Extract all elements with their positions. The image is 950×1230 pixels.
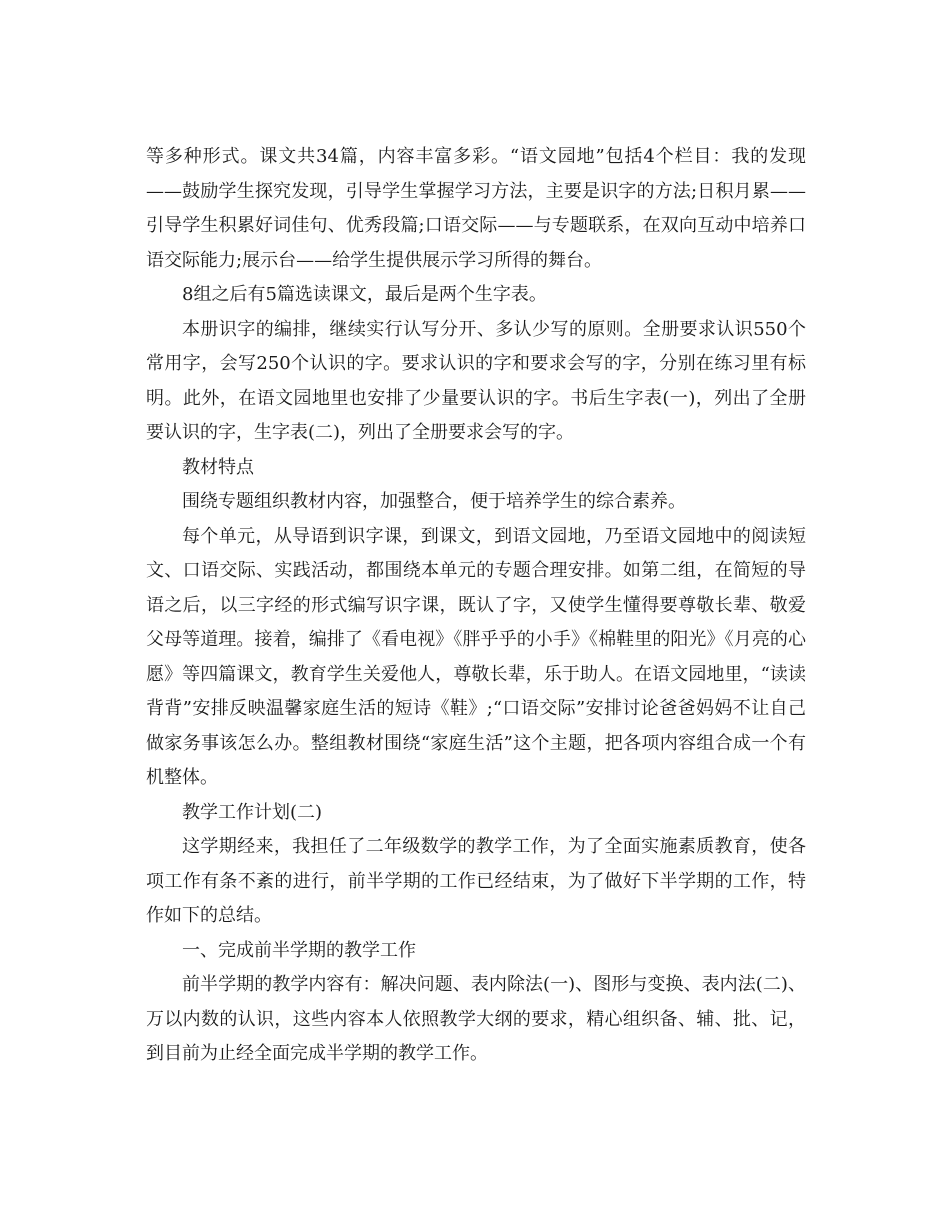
paragraph-1: 等多种形式。课文共34篇，内容丰富多彩。“语文园地”包括4个栏目：我的发现——鼓励学生探究发现，引导学生掌握学习方法，主要是识字的方法;日积月累——引导学生积累好词佳句、优秀段篇;口语交际——与专题联系，在双向互动中培养口语交际能力;展示台——给学生提供展示学习所得的舞台。	[146, 146, 806, 271]
section-heading-teaching-plan-2: 教学工作计划(二)	[182, 801, 323, 823]
document-body	[146, 140, 806, 1072]
paragraph-8: 这学期经来，我担任了二年级数学的教学工作，为了全面实施素质教育，使各项工作有条不紊的进行，前半学期的工作已经结束，为了做好下半学期的工作，特作如下的总结。	[146, 836, 806, 926]
section-heading-first-half: 一、完成前半学期的教学工作	[182, 939, 416, 961]
paragraph-6: 每个单元，从导语到识字课，到课文，到语文园地，乃至语文园地中的阅读短文、口语交际、实践活动，都围绕本单元的专题合理安排。如第二组，在简短的导语之后，以三字经的形式编写识字课，既认了字，又使学生懂得要尊敬长辈、敬爱父母等道理。接着，编排了《看电视》《胖乎乎的小手》《棉鞋里的阳光》《月亮的心愿》等四篇课文，教育学生关爱他人，尊敬长辈，乐于助人。在语文园地里，“读读背背”安排反映温馨家庭生活的短诗《鞋》;“口语交际”安排讨论爸爸妈妈不让自己做家务事该怎么办。整组教材围绕“家庭生活”这个主题，把各项内容组合成一个有机整体。	[146, 525, 806, 788]
paragraph-2: 8组之后有5篇选读课文，最后是两个生字表。	[182, 284, 547, 305]
paragraph-3: 本册识字的编排，继续实行认写分开、多认少写的原则。全册要求认识550个常用字，会写250个认识的字。要求认识的字和要求会写的字，分别在练习里有标明。此外，在语文园地里也安排了少量要认识的字。书后生字表(一)，列出了全册要认识的字，生字表(二)，列出了全册要求会写的字。	[146, 318, 806, 443]
section-heading-textbook-features: 教材特点	[182, 456, 254, 478]
paragraph-10: 前半学期的教学内容有：解决问题、表内除法(一)、图形与变换、表内法(二)、万以内数的认识，这些内容本人依照教学大纲的要求，精心组织备、辅、批、记，到目前为止经全面完成半学期的教学工作。	[146, 974, 806, 1064]
paragraph-5: 围绕专题组织教材内容，加强整合，便于培养学生的综合素养。	[182, 491, 686, 512]
